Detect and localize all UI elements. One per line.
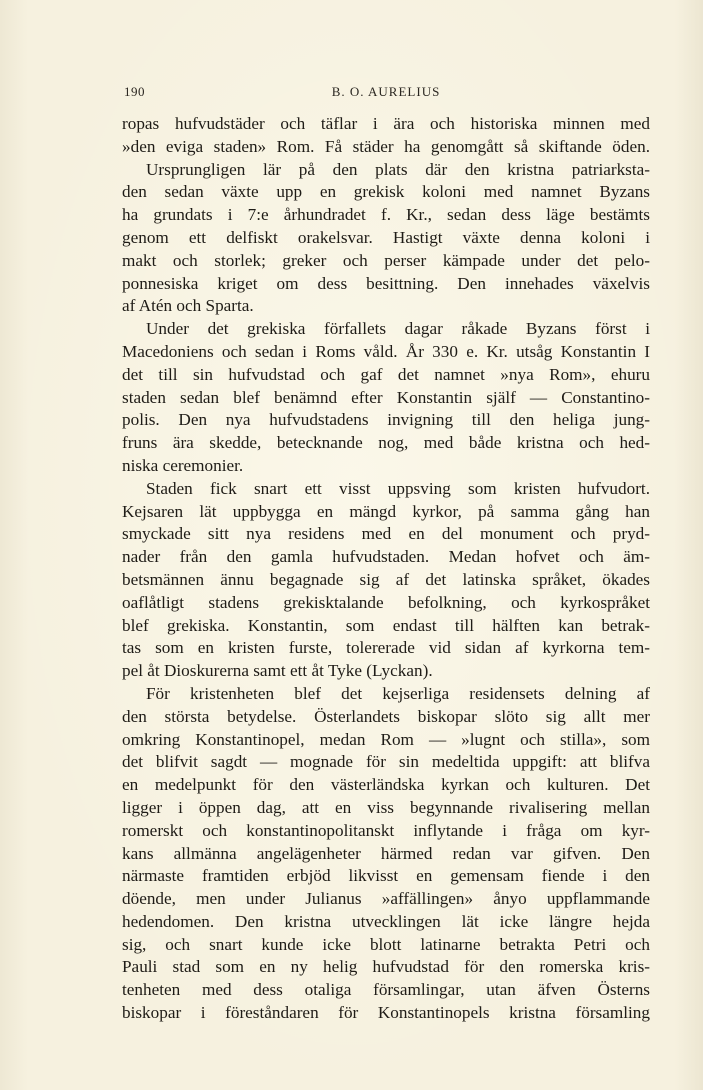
text-line: Kejsaren lät uppbygga en mängd kyrkor, på samma gång han [122, 501, 650, 521]
text-line: närmaste framtiden erbjöd likvisst en gemensam fiende i den [122, 866, 650, 886]
text-line: smyckade sitt nya residens med en del monument och pryd- [122, 524, 650, 544]
running-head: B. O. AURELIUS [331, 84, 441, 99]
text-line: Ursprungligen lär på den plats där den kristna patriarksta- [146, 159, 650, 179]
text-line: tas som en kristen furste, tolererade vid sidan af kyrkorna tem- [122, 638, 650, 658]
text-line: Under det grekiska förfallets dagar råkade Byzans först i [146, 319, 650, 339]
text-line: niska ceremonier. [122, 455, 244, 475]
page-number: 190 [124, 84, 145, 99]
text-line: hedendomen. Den kristna utvecklingen lät icke längre hejda [122, 911, 650, 931]
body-text [122, 113, 650, 1025]
text-line: ponnesiska kriget om dess besittning. Den innehades växelvis [122, 273, 650, 293]
text-line: oaflåtligt stadens grekisktalande befolkning, och kyrkospråket [122, 592, 650, 612]
text-line: en medelpunkt för den västerländska kyrkan och kulturen. Det [122, 775, 650, 795]
text-line: tenheten med dess otaliga församlingar, utan äfven Österns [122, 980, 650, 1000]
text-line: pel åt Dioskurerna samt ett åt Tyke (Lyckan). [122, 661, 433, 681]
text-line: polis. Den nya hufvudstadens invigning till den heliga jung- [122, 410, 650, 430]
text-line: betsmännen ännu begagnade sig af det latinska språket, ökades [122, 569, 650, 589]
text-line: Macedoniens och sedan i Roms våld. År 330 e. Kr. utsåg Konstantin I [122, 341, 650, 361]
text-line: blef grekiska. Konstantin, som endast till hälften kan betrak- [122, 615, 650, 635]
text-line: omkring Konstantinopel, medan Rom — »lugnt och stilla», som [122, 729, 650, 749]
text-line: kans allmänna angelägenheter härmed redan var gifven. Den [122, 843, 650, 863]
text-line: ligger i öppen dag, att en viss begynnande rivalisering mellan [122, 797, 650, 817]
text-line: den sedan växte upp en grekisk koloni med namnet Byzans [122, 182, 650, 202]
text-line: ropas hufvudstäder och täflar i ära och historiska minnen med [122, 114, 650, 133]
text-line: döende, men under Julianus »affällingen» ånyo uppflammande [122, 889, 650, 909]
text-line: den största betydelse. Österlandets biskopar slöto sig allt mer [122, 706, 650, 726]
text-line: biskopar i föreståndaren för Konstantinopels kristna församling [122, 1003, 650, 1023]
text-line: genom ett delfiskt orakelsvar. Hastigt växte denna koloni i [122, 227, 650, 247]
text-line: romerskt och konstantinopolitanskt inflytande i fråga om kyr- [122, 820, 650, 840]
text-line: ha grundats i 7:e århundradet f. Kr., sedan dess läge bestämts [122, 205, 650, 225]
text-line: makt och storlek; greker och perser kämpade under det pelo- [122, 250, 650, 270]
text-line: nader från den gamla hufvudstaden. Medan hofvet och äm- [122, 547, 650, 567]
text-line: staden sedan blef benämnd efter Konstantin själf — Constantino- [122, 387, 650, 407]
text-line: »den eviga staden» Rom. Få städer ha genomgått så skiftande öden. [122, 136, 650, 156]
text-line: För kristenheten blef det kejserliga residensets delning af [146, 683, 650, 703]
text-line: af Atén och Sparta. [122, 296, 254, 316]
text-line: det blifvit sagdt — mognade för sin medeltida uppgift: att blifva [122, 752, 650, 772]
text-line: sig, och snart kunde icke blott latinarne betrakta Petri och [122, 934, 650, 954]
text-line: Pauli stad som en ny helig hufvudstad för den romerska kris- [122, 957, 650, 977]
text-line: fruns ära skedde, betecknande nog, med både kristna och hed- [122, 433, 650, 453]
text-line: Staden fick snart ett visst uppsving som kristen hufvudort. [146, 478, 650, 498]
page-header [124, 84, 648, 104]
text-line: det till sin hufvudstad och gaf det namnet »nya Rom», ehuru [122, 364, 650, 384]
